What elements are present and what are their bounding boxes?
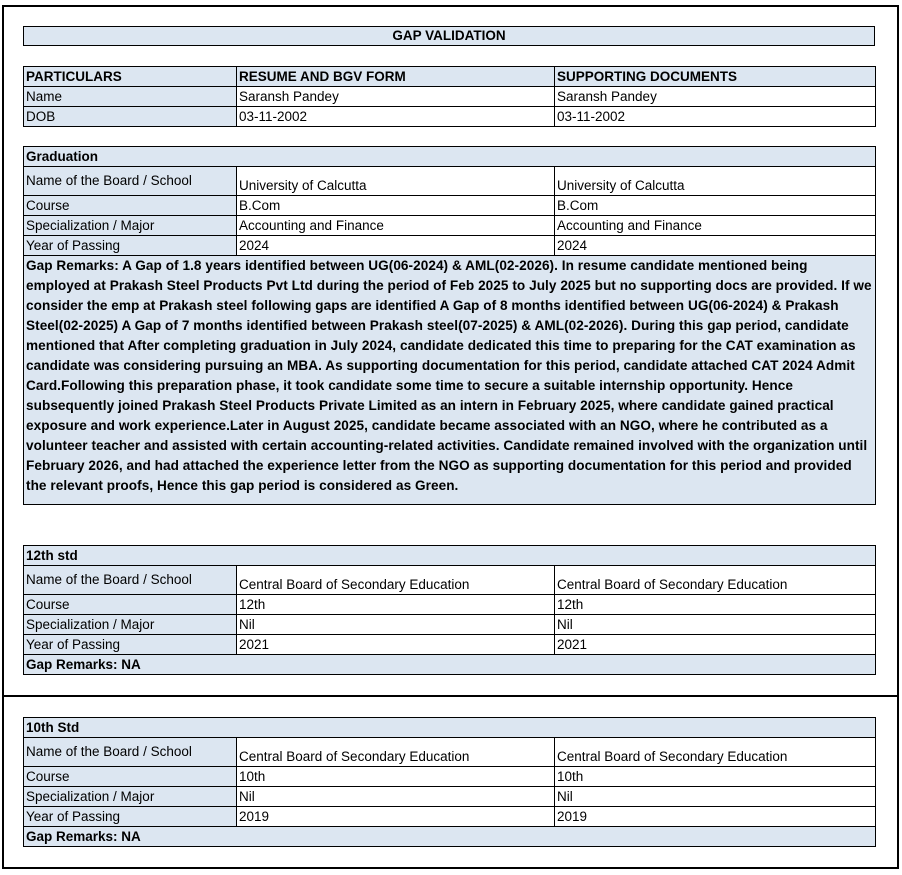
docs-value: 03-11-2002 xyxy=(555,107,876,127)
row-label: Course xyxy=(24,595,237,615)
resume-value: Accounting and Finance xyxy=(237,216,555,236)
table-row xyxy=(24,236,876,256)
docs-value: 2021 xyxy=(555,635,876,655)
resume-value: 10th xyxy=(237,767,555,787)
resume-value: 2019 xyxy=(237,807,555,827)
twelfth-std-table xyxy=(23,545,876,675)
section-heading: 12th std xyxy=(24,546,876,566)
resume-value: Saransh Pandey xyxy=(237,87,555,107)
resume-value: University of Calcutta xyxy=(237,167,555,196)
row-label: Specialization / Major xyxy=(24,615,237,635)
header-supporting-docs: SUPPORTING DOCUMENTS xyxy=(555,67,876,87)
resume-value: Nil xyxy=(237,787,555,807)
docs-value: 2024 xyxy=(555,236,876,256)
table-row xyxy=(24,635,876,655)
gap-remarks: Gap Remarks: NA xyxy=(24,655,876,675)
docs-value: Central Board of Secondary Education xyxy=(555,738,876,767)
resume-value: 12th xyxy=(237,595,555,615)
resume-value: Central Board of Secondary Education xyxy=(237,566,555,595)
docs-value: University of Calcutta xyxy=(555,167,876,196)
table-row xyxy=(24,167,876,196)
table-row xyxy=(24,767,876,787)
docs-value: Accounting and Finance xyxy=(555,216,876,236)
tenth-std-table xyxy=(23,717,876,847)
row-label: Name xyxy=(24,87,237,107)
resume-value: 2024 xyxy=(237,236,555,256)
docs-value: 2019 xyxy=(555,807,876,827)
table-row xyxy=(24,787,876,807)
table-row xyxy=(24,807,876,827)
row-label: Year of Passing xyxy=(24,236,237,256)
resume-value: Nil xyxy=(237,615,555,635)
row-label: DOB xyxy=(24,107,237,127)
row-label: Year of Passing xyxy=(24,635,237,655)
row-label: Specialization / Major xyxy=(24,216,237,236)
docs-value: Central Board of Secondary Education xyxy=(555,566,876,595)
header-resume-bgv: RESUME AND BGV FORM xyxy=(237,67,555,87)
row-label: Name of the Board / School xyxy=(24,566,237,595)
header-particulars: PARTICULARS xyxy=(24,67,237,87)
resume-value: 2021 xyxy=(237,635,555,655)
gap-remarks: Gap Remarks: A Gap of 1.8 years identified between UG(06-2024) & AML(02-2026). In resume candidate mentioned being employed at Prakash Steel Products Pvt Ltd during the period of Feb 2025 to July 2025 but no supporting docs are provided. If we consider the emp at Prakash steel following gaps are identified A Gap of 8 months identified between UG(06-2024) & Prakash Steel(02-2025) A Gap of 7 months identified between Prakash steel(07-2025) & AML(02-2026). During this gap period, candidate mentioned that After completing graduation in July 2024, candidate dedicated this time to preparing for the CAT examination as candidate was considering pursuing an MBA. As supporting documentation for this period, candidate attached CAT 2024 Admit Card.Following this preparation phase, it took candidate some time to secure a suitable internship opportunity. Hence subsequently joined Prakash Steel Products Private Limited as an intern in February 2025, where candidate gained practical exposure and work experience.Later in August 2025, candidate became associated with an NGO, where he contributed as a volunteer teacher and assisted with certain accounting-related activities. Candidate remained involved with the organization until February 2026, and had attached the experience letter from the NGO as supporting documentation for this period and provided the relevant proofs, Hence this gap period is considered as Green. xyxy=(24,256,876,505)
table-row xyxy=(24,196,876,216)
docs-value: 12th xyxy=(555,595,876,615)
table-row xyxy=(24,87,876,107)
docs-value: Nil xyxy=(555,615,876,635)
docs-value: Saransh Pandey xyxy=(555,87,876,107)
docs-value: Nil xyxy=(555,787,876,807)
row-label: Course xyxy=(24,767,237,787)
docs-value: B.Com xyxy=(555,196,876,216)
table-row xyxy=(24,216,876,236)
row-label: Specialization / Major xyxy=(24,787,237,807)
page-title: GAP VALIDATION xyxy=(23,26,875,46)
particulars-table xyxy=(23,66,876,127)
section-heading: Graduation xyxy=(24,147,876,167)
table-row xyxy=(24,738,876,767)
section-heading: 10th Std xyxy=(24,718,876,738)
table-row xyxy=(24,615,876,635)
row-label: Name of the Board / School xyxy=(24,738,237,767)
row-label: Course xyxy=(24,196,237,216)
table-row xyxy=(24,107,876,127)
table-row xyxy=(24,595,876,615)
graduation-table xyxy=(23,146,876,505)
table-row xyxy=(24,566,876,595)
resume-value: Central Board of Secondary Education xyxy=(237,738,555,767)
particulars-header-row xyxy=(24,67,876,87)
resume-value: 03-11-2002 xyxy=(237,107,555,127)
gap-remarks: Gap Remarks: NA xyxy=(24,827,876,847)
row-label: Name of the Board / School xyxy=(24,167,237,196)
resume-value: B.Com xyxy=(237,196,555,216)
row-label: Year of Passing xyxy=(24,807,237,827)
docs-value: 10th xyxy=(555,767,876,787)
